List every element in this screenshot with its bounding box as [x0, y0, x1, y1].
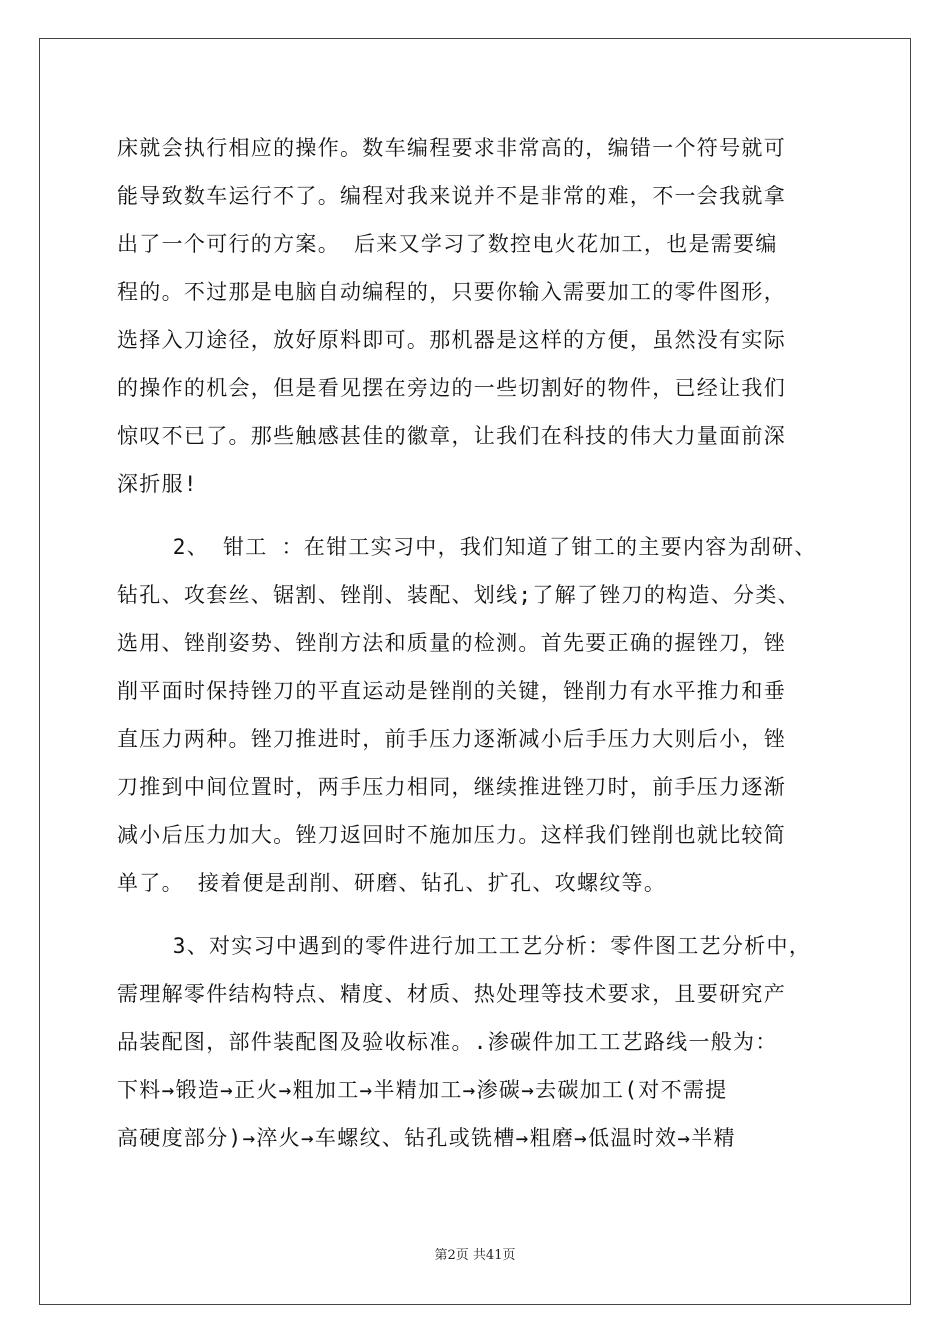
text-line: 削平面时保持锉刀的平直运动是锉削的关键，锉削力有水平推力和垂 [117, 679, 786, 703]
paragraph [117, 527, 837, 911]
text-line: 直压力两种。锉刀推进时，前手压力逐渐减小后手压力大则后小，锉 [117, 727, 786, 751]
text-line: 钻孔、攻套丝、锯割、锉削、装配、划线;了解了锉刀的构造、分类、 [117, 583, 800, 607]
document-body [117, 128, 837, 1166]
text-line: 出了一个可行的方案。 后来又学习了数控电火花加工，也是需要编 [117, 232, 778, 256]
text-line: 品装配图，部件装配图及验收标准。.渗碳件加工工艺路线一般为： [117, 1030, 778, 1054]
text-line: 能导致数车运行不了。编程对我来说并不是非常的难，不一会我就拿 [117, 184, 786, 208]
paragraph [117, 128, 837, 512]
text-line: 的操作的机会，但是看见摆在旁边的一些切割好的物件，已经让我们 [117, 376, 786, 400]
page-footer: 第2页 共41页 [434, 1248, 516, 1263]
text-line: 选用、锉削姿势、锉削方法和质量的检测。首先要正确的握锉刀，锉 [117, 631, 786, 655]
text-line: 刀推到中间位置时，两手压力相同，继续推进锉刀时，前手压力逐渐 [117, 775, 786, 799]
text-line: 选择入刀途径，放好原料即可。那机器是这样的方便，虽然没有实际 [117, 328, 786, 352]
text-line: 2、 钳工 ：在钳工实习中，我们知道了钳工的主要内容为刮研、 [117, 535, 817, 559]
text-line: 深折服! [117, 472, 198, 496]
text-line: 高硬度部分)→淬火→车螺纹、钻孔或铣槽→粗磨→低温时效→半精 [117, 1126, 736, 1150]
text-line: 需理解零件结构特点、精度、材质、热处理等技术要求，且要研究产 [117, 982, 786, 1006]
text-line: 单了。 接着便是刮削、研磨、钻孔、扩孔、攻螺纹等。 [117, 871, 667, 895]
text-line: 减小后压力加大。锉刀返回时不施加压力。这样我们锉削也就比较简 [117, 823, 786, 847]
text-line: 程的。不过那是电脑自动编程的，只要你输入需要加工的零件图形， [117, 280, 786, 304]
text-line: 惊叹不已了。那些触感甚佳的徽章，让我们在科技的伟大力量面前深 [117, 424, 786, 448]
text-line: 下料→锻造→正火→粗加工→半精加工→渗碳→去碳加工(对不需提 [117, 1078, 728, 1102]
text-line: 床就会执行相应的操作。数车编程要求非常高的，编错一个符号就可 [117, 136, 786, 160]
paragraph [117, 926, 837, 1166]
text-line: 3、对实习中遇到的零件进行加工工艺分析：零件图工艺分析中， [117, 934, 812, 958]
